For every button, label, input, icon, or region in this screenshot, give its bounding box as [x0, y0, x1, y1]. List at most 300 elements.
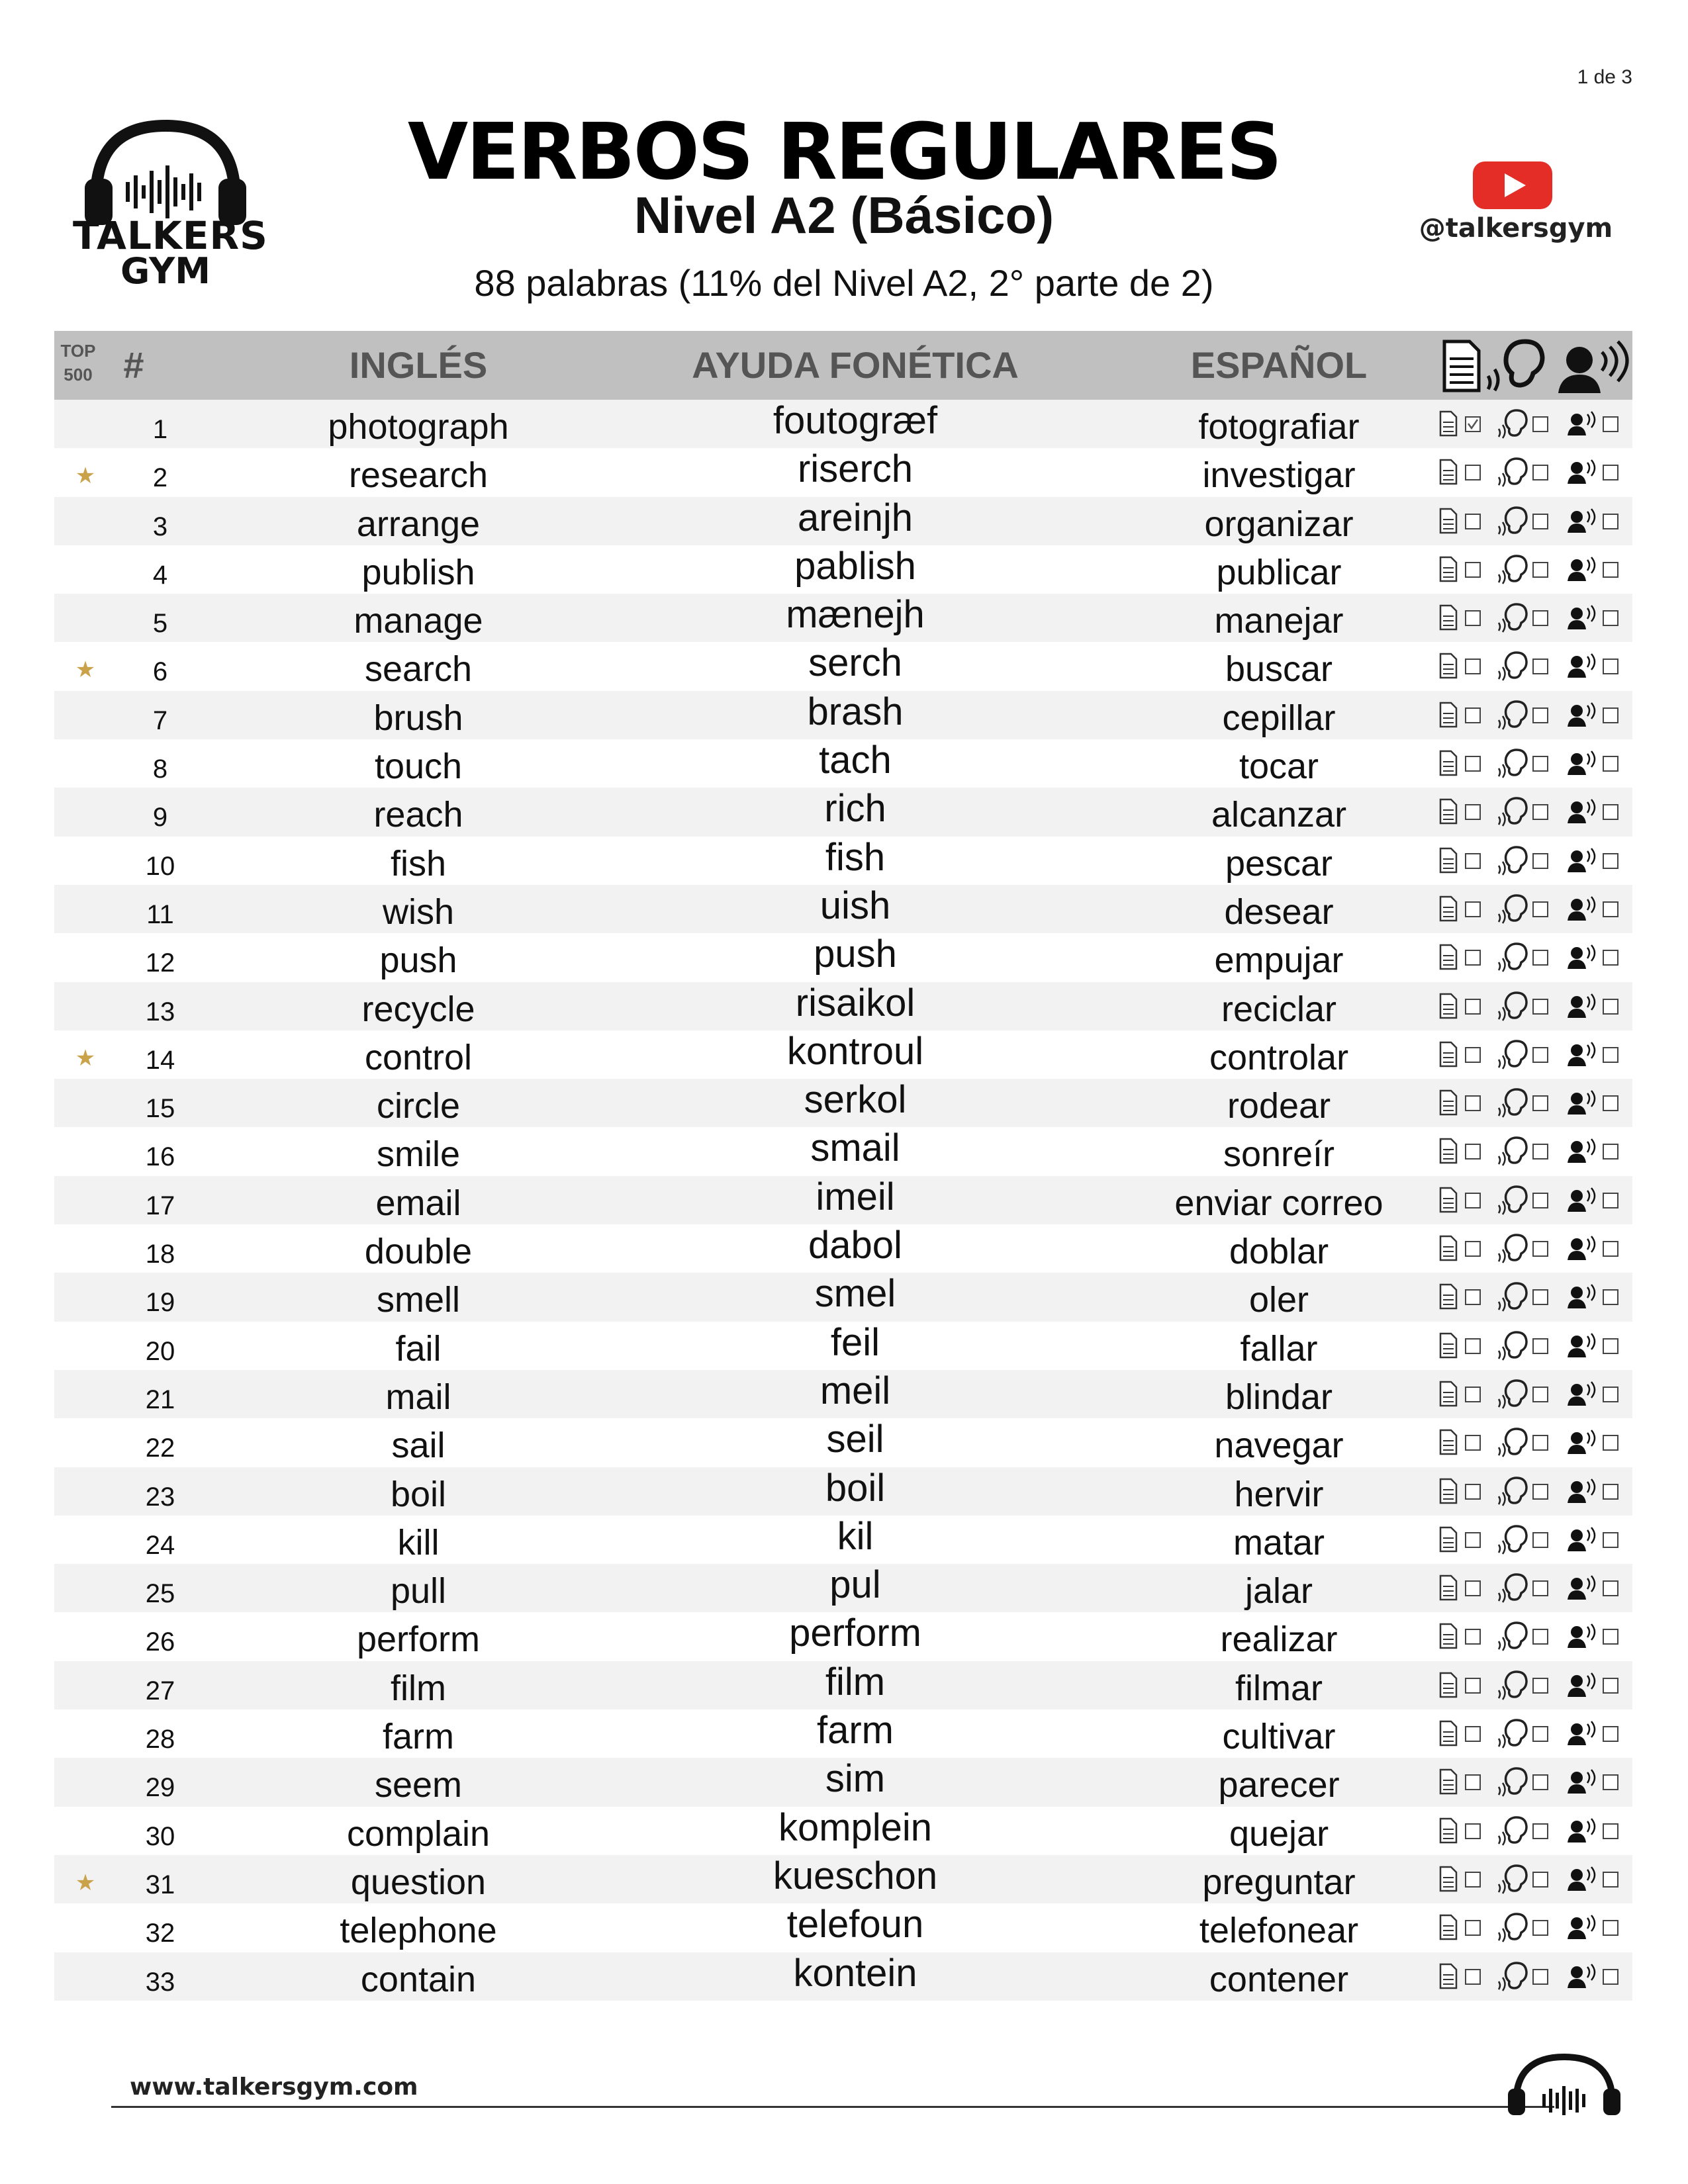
practice-checkboxes — [1436, 1232, 1632, 1265]
ear-icon — [1506, 847, 1526, 872]
practice-checkboxes — [1436, 1911, 1632, 1944]
phonetic-hint: farm — [817, 1709, 894, 1752]
checkbox — [1603, 1872, 1618, 1887]
phonetic-hint: meil — [820, 1369, 891, 1412]
youtube-icon[interactable] — [1473, 159, 1552, 212]
practice-checkboxes — [1436, 1766, 1632, 1799]
top500-star — [62, 1079, 109, 1127]
spanish-word: navegar — [1214, 1426, 1344, 1466]
checkbox — [1603, 563, 1618, 577]
table-row — [54, 1612, 1632, 1661]
listening-checkbox-group[interactable] — [1499, 604, 1548, 632]
checkbox — [1533, 1970, 1548, 1984]
reading-checkbox-group[interactable] — [1440, 945, 1480, 969]
phonetic-hint: pablish — [794, 544, 916, 588]
top500-star — [62, 1127, 109, 1175]
top500-star — [62, 982, 109, 1030]
english-word: photograph — [328, 407, 509, 447]
phonetic-hint: rich — [824, 787, 886, 831]
practice-checkboxes — [1436, 941, 1632, 974]
english-word: farm — [383, 1717, 454, 1757]
listening-checkbox-group[interactable] — [1499, 1283, 1548, 1311]
table-row — [54, 1516, 1632, 1564]
table-row — [54, 1322, 1632, 1370]
logo-text-talkers: TALKERS — [73, 213, 268, 258]
practice-checkboxes — [1436, 1281, 1632, 1314]
top500-star — [62, 739, 109, 788]
table-row — [54, 1564, 1632, 1612]
checkbox — [1533, 514, 1548, 529]
phonetic-hint: smel — [814, 1272, 896, 1316]
reading-checkbox-group[interactable] — [1440, 1915, 1480, 1939]
speaking-checkbox-group[interactable] — [1568, 1576, 1618, 1600]
table-row — [54, 545, 1632, 594]
speaking-person-icon — [1571, 1190, 1583, 1202]
spanish-word: rodear — [1227, 1086, 1331, 1126]
speaking-checkbox-group[interactable] — [1568, 945, 1618, 969]
top500-star — [62, 1564, 109, 1612]
listening-checkbox-group[interactable] — [1499, 1429, 1548, 1457]
ear-icon — [1506, 1623, 1526, 1648]
checkbox — [1603, 1484, 1618, 1499]
listening-checkbox-group[interactable] — [1499, 1672, 1548, 1700]
speaking-checkbox-group[interactable] — [1568, 1915, 1618, 1939]
row-number: 31 — [145, 1870, 175, 1899]
top500-star — [62, 1322, 109, 1370]
row-number: 17 — [145, 1191, 175, 1220]
ear-icon — [1506, 1235, 1526, 1260]
checkbox — [1603, 1824, 1618, 1839]
checkbox — [1466, 1339, 1480, 1353]
speaking-person-icon — [1571, 1044, 1583, 1056]
practice-checkboxes — [1436, 1135, 1632, 1168]
listening-checkbox-group[interactable] — [1499, 1381, 1548, 1408]
row-number: 15 — [145, 1094, 175, 1124]
checkbox — [1603, 854, 1618, 868]
checkbox — [1533, 1533, 1548, 1547]
speaking-checkbox-group[interactable] — [1568, 897, 1618, 921]
speaking-person-icon — [1571, 1141, 1583, 1153]
english-word: brush — [373, 698, 463, 738]
spanish-word: buscar — [1225, 649, 1333, 690]
reading-checkbox-group[interactable] — [1440, 1091, 1480, 1115]
reading-checkbox-group[interactable] — [1440, 1527, 1480, 1551]
reading-checkbox-group[interactable] — [1440, 1673, 1480, 1697]
checkbox — [1466, 1048, 1480, 1062]
listening-checkbox-group[interactable] — [1499, 1768, 1548, 1796]
practice-checkboxes — [1436, 650, 1632, 683]
reading-checkbox-group[interactable] — [1440, 1479, 1480, 1503]
reading-checkbox-group[interactable] — [1440, 799, 1480, 823]
table-row — [54, 1903, 1632, 1952]
row-number: 28 — [145, 1725, 175, 1754]
speaking-person-icon — [1571, 1287, 1583, 1298]
checkbox — [1533, 854, 1548, 868]
speaking-checkbox-group[interactable] — [1568, 1479, 1618, 1503]
checkbox — [1603, 659, 1618, 674]
reading-checkbox-group[interactable] — [1440, 1624, 1480, 1648]
checkbox — [1533, 1678, 1548, 1693]
speaking-person-icon — [1571, 753, 1583, 765]
top500-star: ★ — [75, 1870, 96, 1895]
top500-star: ★ — [75, 1045, 96, 1071]
speaking-checkbox-group[interactable] — [1568, 412, 1618, 435]
spanish-word: quejar — [1229, 1813, 1329, 1854]
english-word: publish — [361, 552, 475, 592]
row-number: 4 — [152, 560, 168, 590]
checkbox — [1603, 1144, 1618, 1159]
ear-icon — [1506, 993, 1526, 1018]
reading-checkbox-group[interactable] — [1440, 460, 1480, 484]
english-word: push — [379, 940, 457, 981]
checkbox — [1603, 950, 1618, 965]
english-word: smell — [376, 1280, 460, 1320]
speaking-person-icon — [1571, 947, 1583, 959]
checkbox — [1533, 1339, 1548, 1353]
reading-checkbox-group[interactable] — [1440, 703, 1480, 727]
speaking-checkbox-group[interactable] — [1568, 848, 1618, 872]
listening-checkbox-group[interactable] — [1499, 1817, 1548, 1845]
speaking-checkbox-group[interactable] — [1568, 1236, 1618, 1260]
speaking-person-icon — [1571, 462, 1583, 474]
ear-icon — [1506, 410, 1526, 435]
reading-checkbox-group[interactable] — [1440, 1819, 1480, 1843]
table-row — [54, 1661, 1632, 1709]
checkbox — [1603, 902, 1618, 917]
row-number: 18 — [145, 1240, 175, 1269]
phonetic-hint: brash — [807, 690, 904, 733]
practice-checkboxes — [1436, 844, 1632, 878]
speaking-checkbox-group[interactable] — [1568, 703, 1618, 727]
listening-checkbox-group[interactable] — [1499, 750, 1548, 778]
speaking-checkbox-group[interactable] — [1568, 1673, 1618, 1697]
header-icons — [1438, 338, 1630, 394]
practice-checkboxes — [1436, 1572, 1632, 1605]
speaking-checkbox-group[interactable] — [1568, 1042, 1618, 1066]
speaking-checkbox-group[interactable] — [1568, 1382, 1618, 1406]
speaking-checkbox-group[interactable] — [1568, 1188, 1618, 1212]
speaking-person-icon — [1571, 1821, 1583, 1833]
top500-star — [62, 1370, 109, 1418]
vocabulary-table — [54, 331, 1632, 2001]
checkbox — [1533, 563, 1548, 577]
speaking-checkbox-group[interactable] — [1568, 1334, 1618, 1357]
english-word: kill — [397, 1522, 440, 1563]
phonetic-hint: mænejh — [786, 593, 925, 637]
checkbox — [1466, 854, 1480, 868]
listening-checkbox-group[interactable] — [1499, 944, 1548, 972]
listening-checkbox-group[interactable] — [1499, 1138, 1548, 1165]
speaking-checkbox-group[interactable] — [1568, 654, 1618, 678]
reading-checkbox-group[interactable] — [1440, 1867, 1480, 1891]
english-word: smile — [376, 1134, 460, 1175]
top500-star — [62, 1807, 109, 1855]
english-word: telephone — [340, 1911, 497, 1951]
listening-checkbox-group[interactable] — [1499, 847, 1548, 875]
checkbox — [1533, 1581, 1548, 1596]
top500-star — [62, 1516, 109, 1564]
practice-checkboxes — [1436, 1184, 1632, 1217]
checkbox — [1466, 1484, 1480, 1499]
checkbox — [1466, 465, 1480, 480]
spanish-word: contener — [1209, 1959, 1349, 1999]
reading-checkbox-group[interactable] — [1440, 897, 1480, 921]
practice-checkboxes — [1436, 456, 1632, 489]
checkbox — [1466, 1970, 1480, 1984]
speaking-checkbox-group[interactable] — [1568, 1285, 1618, 1308]
checkbox — [1533, 999, 1548, 1014]
listening-checkbox-group[interactable] — [1499, 1866, 1548, 1893]
header-number: # — [123, 344, 144, 386]
practice-checkboxes — [1436, 1863, 1632, 1896]
speaking-person-icon — [1571, 1626, 1583, 1638]
spanish-word: fotografiar — [1198, 407, 1360, 447]
listening-checkbox-group[interactable] — [1499, 1963, 1548, 1991]
checkbox — [1533, 1921, 1548, 1935]
reading-checkbox-group[interactable] — [1440, 557, 1480, 581]
reading-checkbox-group[interactable] — [1440, 606, 1480, 629]
english-word: pull — [390, 1571, 447, 1612]
english-word: search — [364, 649, 473, 690]
top500-star — [62, 497, 109, 545]
top500-star — [62, 691, 109, 739]
footer-website[interactable]: www.talkersgym.com — [130, 2073, 418, 2101]
reading-checkbox-group[interactable] — [1440, 1285, 1480, 1308]
checkbox — [1466, 611, 1480, 625]
word-count-line: 88 palabras (11% del Nivel A2, 2° parte de 2) — [474, 262, 1214, 304]
ear-icon — [1506, 1041, 1526, 1066]
ear-icon — [1506, 556, 1526, 581]
row-number: 14 — [145, 1045, 175, 1075]
checkbox — [1466, 659, 1480, 674]
ear-icon — [1506, 1866, 1526, 1891]
listening-checkbox-group[interactable] — [1499, 1914, 1548, 1942]
top500-star — [62, 1467, 109, 1516]
listening-checkbox-group[interactable] — [1499, 1041, 1548, 1069]
english-word: touch — [374, 747, 463, 787]
ear-icon — [1506, 1478, 1526, 1503]
listening-checkbox-group[interactable] — [1499, 993, 1548, 1021]
youtube-handle[interactable]: @talkersgym — [1419, 213, 1613, 244]
speaking-person-icon — [1571, 801, 1583, 813]
reading-checkbox-group[interactable] — [1440, 751, 1480, 775]
ear-icon — [1506, 798, 1526, 823]
reading-checkbox-group[interactable] — [1440, 1430, 1480, 1454]
table-row — [54, 1370, 1632, 1418]
checkbox — [1533, 1048, 1548, 1062]
row-number: 19 — [145, 1288, 175, 1318]
speaking-person-icon — [1571, 850, 1583, 862]
speaking-person-icon — [1571, 559, 1583, 571]
spanish-word: doblar — [1229, 1232, 1329, 1272]
practice-checkboxes — [1436, 505, 1632, 538]
table-row — [54, 982, 1632, 1030]
top500-star — [62, 1224, 109, 1273]
ear-icon — [1506, 1089, 1526, 1115]
practice-checkboxes — [1436, 1378, 1632, 1411]
checkbox — [1603, 1629, 1618, 1644]
listening-checkbox-group[interactable] — [1499, 798, 1548, 826]
speaking-checkbox-group[interactable] — [1568, 1867, 1618, 1891]
practice-checkboxes — [1436, 1087, 1632, 1120]
checkbox — [1603, 1435, 1618, 1450]
ear-icon — [1506, 1283, 1526, 1308]
reading-checkbox-group[interactable] — [1440, 1721, 1480, 1745]
checkbox — [1466, 1921, 1480, 1935]
practice-checkboxes — [1436, 602, 1632, 635]
checkbox — [1603, 1290, 1618, 1304]
checkbox — [1603, 999, 1618, 1014]
listening-checkbox-group[interactable] — [1499, 556, 1548, 584]
reading-checkbox-group[interactable] — [1440, 1236, 1480, 1260]
phonetic-hint: seil — [826, 1418, 884, 1461]
listening-checkbox-group[interactable] — [1499, 895, 1548, 923]
speaking-checkbox-group[interactable] — [1568, 460, 1618, 484]
reading-checkbox-group[interactable] — [1440, 848, 1480, 872]
listening-checkbox-group[interactable] — [1499, 653, 1548, 680]
reading-checkbox-group[interactable] — [1440, 509, 1480, 533]
spanish-word: desear — [1224, 891, 1334, 932]
speaking-person-icon — [1571, 1917, 1583, 1929]
spanish-word: pescar — [1225, 843, 1333, 884]
listening-checkbox-group[interactable] — [1499, 1574, 1548, 1602]
english-word: fail — [395, 1328, 442, 1369]
speaking-person-icon — [1571, 656, 1583, 668]
reading-checkbox-group[interactable] — [1440, 994, 1480, 1018]
reading-checkbox-group[interactable] — [1440, 1964, 1480, 1988]
listening-checkbox-group[interactable] — [1499, 1478, 1548, 1506]
listening-checkbox-group[interactable] — [1499, 1235, 1548, 1263]
ear-icon — [1506, 1817, 1526, 1843]
spanish-word: manejar — [1214, 601, 1344, 641]
speaking-checkbox-group[interactable] — [1568, 994, 1618, 1018]
speaking-person-icon — [1571, 1481, 1583, 1493]
speaking-checkbox-group[interactable] — [1568, 557, 1618, 581]
ear-icon — [1506, 1963, 1526, 1988]
speaking-checkbox-group[interactable] — [1568, 799, 1618, 823]
listening-checkbox-group[interactable] — [1499, 1332, 1548, 1360]
header-500-label: 500 — [64, 365, 93, 385]
checkbox — [1533, 417, 1548, 432]
table-row — [54, 933, 1632, 981]
phonetic-hint: smail — [810, 1126, 900, 1170]
listening-checkbox-group[interactable] — [1499, 508, 1548, 535]
speaking-checkbox-group[interactable] — [1568, 1624, 1618, 1648]
ear-icon — [1506, 1332, 1526, 1357]
phonetic-hint: kil — [837, 1514, 874, 1558]
speaking-checkbox-group[interactable] — [1568, 1430, 1618, 1454]
speaking-checkbox-group[interactable] — [1568, 1964, 1618, 1988]
top500-star — [62, 837, 109, 885]
spanish-word: oler — [1248, 1280, 1309, 1320]
row-number: 6 — [152, 657, 168, 687]
listening-checkbox-group[interactable] — [1499, 459, 1548, 486]
phonetic-hint: kontroul — [786, 1029, 924, 1073]
english-word: arrange — [356, 504, 481, 544]
phonetic-hint: sim — [825, 1757, 886, 1801]
speaking-checkbox-group[interactable] — [1568, 1091, 1618, 1115]
listening-checkbox-group[interactable] — [1499, 1089, 1548, 1117]
speaking-checkbox-group[interactable] — [1568, 509, 1618, 533]
checkbox — [1533, 1435, 1548, 1450]
listening-checkbox-group[interactable] — [1499, 410, 1548, 438]
speaking-checkbox-group[interactable] — [1568, 1770, 1618, 1794]
reading-checkbox-group[interactable] — [1440, 1188, 1480, 1212]
reading-checkbox-group[interactable] — [1440, 654, 1480, 678]
english-word: reach — [373, 795, 463, 835]
row-number: 8 — [152, 754, 168, 784]
checkbox — [1466, 1435, 1480, 1450]
practice-checkboxes — [1436, 1475, 1632, 1508]
speaking-checkbox-group[interactable] — [1568, 606, 1618, 629]
table-header — [54, 331, 1632, 400]
speaking-checkbox-group[interactable] — [1568, 751, 1618, 775]
speaking-person-icon — [1571, 1772, 1583, 1784]
speaking-checkbox-group[interactable] — [1568, 1819, 1618, 1843]
practice-checkboxes — [1436, 553, 1632, 586]
checkbox — [1466, 514, 1480, 529]
headphones-logo-icon — [1501, 2050, 1627, 2116]
listening-checkbox-group[interactable] — [1499, 702, 1548, 729]
practice-checkboxes — [1436, 1426, 1632, 1459]
reading-checkbox-group[interactable] — [1440, 1770, 1480, 1794]
phonetic-hint: uish — [820, 884, 891, 927]
checkbox — [1603, 514, 1618, 529]
listening-checkbox-group[interactable] — [1499, 1187, 1548, 1214]
reading-checkbox-group[interactable] — [1440, 412, 1480, 435]
reading-checkbox-group[interactable] — [1440, 1382, 1480, 1406]
spanish-word: fallar — [1240, 1328, 1318, 1369]
spanish-word: tocar — [1239, 747, 1319, 787]
checkbox — [1603, 417, 1618, 432]
listening-checkbox-group[interactable] — [1499, 1623, 1548, 1651]
english-word: circle — [376, 1086, 460, 1126]
reading-checkbox-group[interactable] — [1440, 1576, 1480, 1600]
top500-star — [62, 1612, 109, 1661]
speaking-checkbox-group[interactable] — [1568, 1139, 1618, 1163]
reading-checkbox-group[interactable] — [1440, 1334, 1480, 1357]
practice-checkboxes — [1436, 747, 1632, 780]
ear-icon — [1506, 459, 1526, 484]
reading-checkbox-group[interactable] — [1440, 1042, 1480, 1066]
checkbox — [1603, 1339, 1618, 1353]
checkbox — [1533, 465, 1548, 480]
speaking-checkbox-group[interactable] — [1568, 1721, 1618, 1745]
header-phonetic: AYUDA FONÉTICA — [692, 344, 1019, 386]
english-word: recycle — [361, 989, 475, 1029]
table-row — [54, 788, 1632, 836]
listening-checkbox-group[interactable] — [1499, 1526, 1548, 1554]
row-number: 30 — [145, 1821, 175, 1851]
speaking-checkbox-group[interactable] — [1568, 1527, 1618, 1551]
spanish-word: matar — [1233, 1522, 1325, 1563]
table-row — [54, 1709, 1632, 1758]
practice-checkboxes — [1436, 1330, 1632, 1363]
reading-checkbox-group[interactable] — [1440, 1139, 1480, 1163]
checkbox — [1603, 465, 1618, 480]
phonetic-hint: riserch — [797, 447, 914, 491]
table-row — [54, 497, 1632, 545]
row-number: 10 — [145, 851, 175, 881]
practice-checkboxes — [1436, 1717, 1632, 1751]
header-top-500 — [58, 339, 98, 387]
listening-checkbox-group[interactable] — [1499, 1720, 1548, 1748]
checkbox — [1533, 1096, 1548, 1111]
ear-icon — [1506, 1914, 1526, 1939]
table-row — [54, 1176, 1632, 1224]
checkbox — [1603, 1921, 1618, 1935]
ear-icon — [1506, 1672, 1526, 1697]
